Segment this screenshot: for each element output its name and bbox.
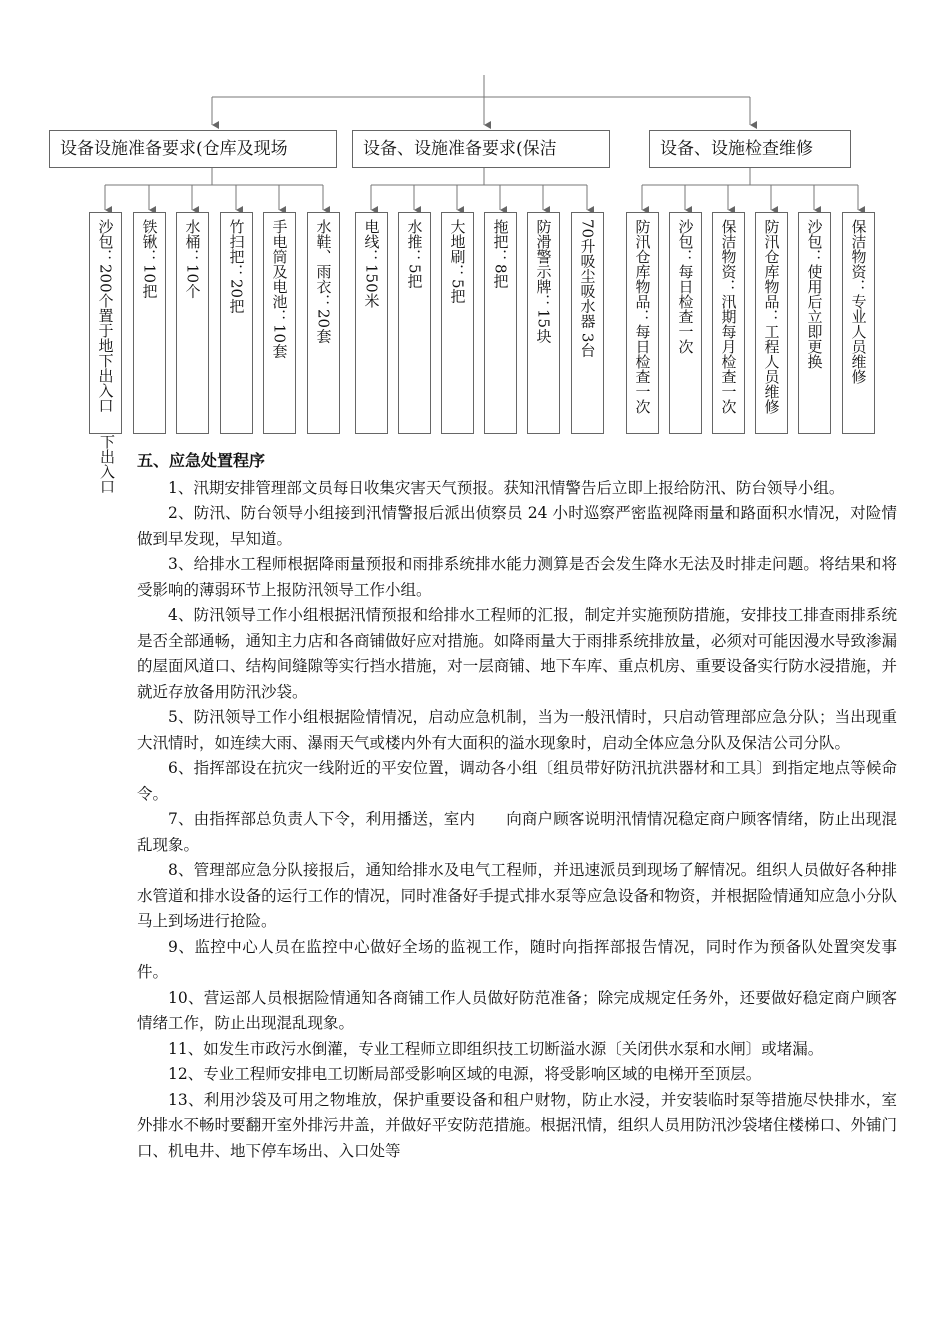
item-box xyxy=(669,212,702,434)
item-text: 保洁物资：专业人员维修 xyxy=(849,219,868,384)
paragraph: 11、如发生市政污水倒灌，专业工程师立即组织技工切断溢水源〔关闭供水泵和水闸〕或堵漏。 xyxy=(168,1039,824,1058)
item-box xyxy=(355,212,388,434)
item-box xyxy=(842,212,875,434)
item-box xyxy=(798,212,831,434)
item-text: 防滑警示牌：15块 xyxy=(534,219,553,344)
item-text: 防汛仓库物品：工程人员维修 xyxy=(762,219,781,414)
item-text: 沙包：200个置于地下出入口 xyxy=(96,219,115,413)
paragraph: 12、专业工程师安排电工切断局部受影响区域的电源，将受影响区域的电梯开至顶层。 xyxy=(168,1065,762,1083)
category-box-cleaning xyxy=(352,130,610,168)
item-text: 铁锹：10把 xyxy=(140,219,159,299)
item-box xyxy=(263,212,296,434)
item-box xyxy=(398,212,431,434)
item-text: 拖把：8把 xyxy=(491,219,510,289)
category-label: 设备、设施检查维修 xyxy=(660,139,813,159)
paragraph: 5、防汛领导工作小组根据险情情况，启动应急机制，当为一般汛情时，只启动管理部应急分队；当出现重大汛情时，如连续大雨、瀑雨天气或楼内外有大面积的溢水现象时，启动全体应急分队及保洁公司分队。 xyxy=(137,708,897,752)
section-heading: 五、应急处置程序 xyxy=(137,451,266,470)
item-box xyxy=(484,212,517,434)
item-text: 水桶：10个 xyxy=(183,219,202,299)
item-text: 手电筒及电池：10套 xyxy=(270,219,289,359)
item-text: 沙包：每日检查一次 xyxy=(676,219,695,354)
item-text: 保洁物资：汛期每月检查一次 xyxy=(719,219,738,414)
item-text: 沙包：使用后立即更换 xyxy=(805,219,824,369)
paragraph: 7、由指挥部总负责人下令，利用播送，室内 向商户顾客说明汛情情况稳定商户顾客情绪，防止出现混乱现象。 xyxy=(137,810,897,854)
paragraph: 1、汛期安排管理部文员每日收集灾害天气预报。获知汛情警告后立即上报给防汛、防台领导小组。 xyxy=(168,478,845,497)
item-text: 大地刷：5把 xyxy=(448,219,467,304)
item-box xyxy=(441,212,474,434)
category-box-inspection xyxy=(649,130,851,168)
item-text: 水鞋、雨衣：20套 xyxy=(314,219,333,344)
paragraph: 2、防汛、防台领导小组接到汛情警报后派出侦察员 24 小时巡察严密监视降雨量和路面积水情况，对险情做到早发现，早知道。 xyxy=(137,504,897,548)
paragraph: 4、防汛领导工作小组根据汛情预报和给排水工程师的汇报，制定并实施预防措施，安排技工排查雨排系统是否全部通畅，通知主力店和各商铺做好应对措施。如降雨量大于雨排系统排放量，必须对可能因漫水导致渗漏的屋面风道口、结构间缝隙等实行挡水措施，对一层商铺、地下车库、重点机房、重要设备实行防水浸措施，并就近存放备用防汛沙袋。 xyxy=(137,606,897,701)
item-box xyxy=(712,212,745,434)
paragraph: 6、指挥部设在抗灾一线附近的平安位置，调动各小组〔组员带好防汛抗洪器材和工具〕到指定地点等候命令。 xyxy=(137,759,897,803)
item-box xyxy=(307,212,340,434)
paragraph: 10、营运部人员根据险情通知各商铺工作人员做好防范准备；除完成规定任务外，还要做好稳定商户顾客情绪工作，防止出现混乱现象。 xyxy=(137,988,897,1032)
paragraph: 9、监控中心人员在监控中心做好全场的监视工作，随时向指挥部报告情况，同时作为预备队处置突发事件。 xyxy=(137,937,897,981)
category-label: 设备、设施准备要求(保洁 xyxy=(363,139,557,159)
item-box xyxy=(626,212,659,434)
category-box-storage xyxy=(49,130,337,168)
paragraph: 3、给排水工程师根据降雨量预报和雨排系统排水能力测算是否会发生降水无法及时排走问题。将结果和将受影响的薄弱环节上报防汛领导工作小组。 xyxy=(137,555,897,599)
item-text: 水推：5把 xyxy=(405,219,424,289)
item-box xyxy=(133,212,166,434)
item-text: 70升吸尘吸水器 3台 xyxy=(578,219,597,358)
item-overflow-text: 下出入口 xyxy=(98,434,116,494)
item-box xyxy=(89,212,122,434)
item-box xyxy=(571,212,604,434)
document-section xyxy=(137,448,897,1164)
category-label: 设备设施准备要求(仓库及现场 xyxy=(60,139,288,159)
item-box xyxy=(755,212,788,434)
paragraph: 13、利用沙袋及可用之物堆放，保护重要设备和租户财物，防止水浸，并安装临时泵等措施尽快排水，室外排水不畅时要翻开室外排污井盖，并做好平安防范措施。根据汛情，组织人员用防汛沙袋堵住楼梯口、外铺门口、机电井、地下停车场出、入口处等 xyxy=(137,1090,897,1160)
paragraph: 8、管理部应急分队接报后，通知给排水及电气工程师，并迅速派员到现场了解情况。组织人员做好各种排水管道和排水设备的运行工作的情况，同时准备好手提式排水泵等应急设备和物资，并根据险情通知应急小分队马上到场进行抢险。 xyxy=(137,861,897,930)
item-box xyxy=(527,212,560,434)
item-text: 竹扫把：20把 xyxy=(227,219,246,314)
item-text: 电线：150米 xyxy=(362,219,381,308)
item-box xyxy=(220,212,253,434)
item-box xyxy=(176,212,209,434)
item-text: 防汛仓库物品：每日检查一次 xyxy=(633,219,652,414)
